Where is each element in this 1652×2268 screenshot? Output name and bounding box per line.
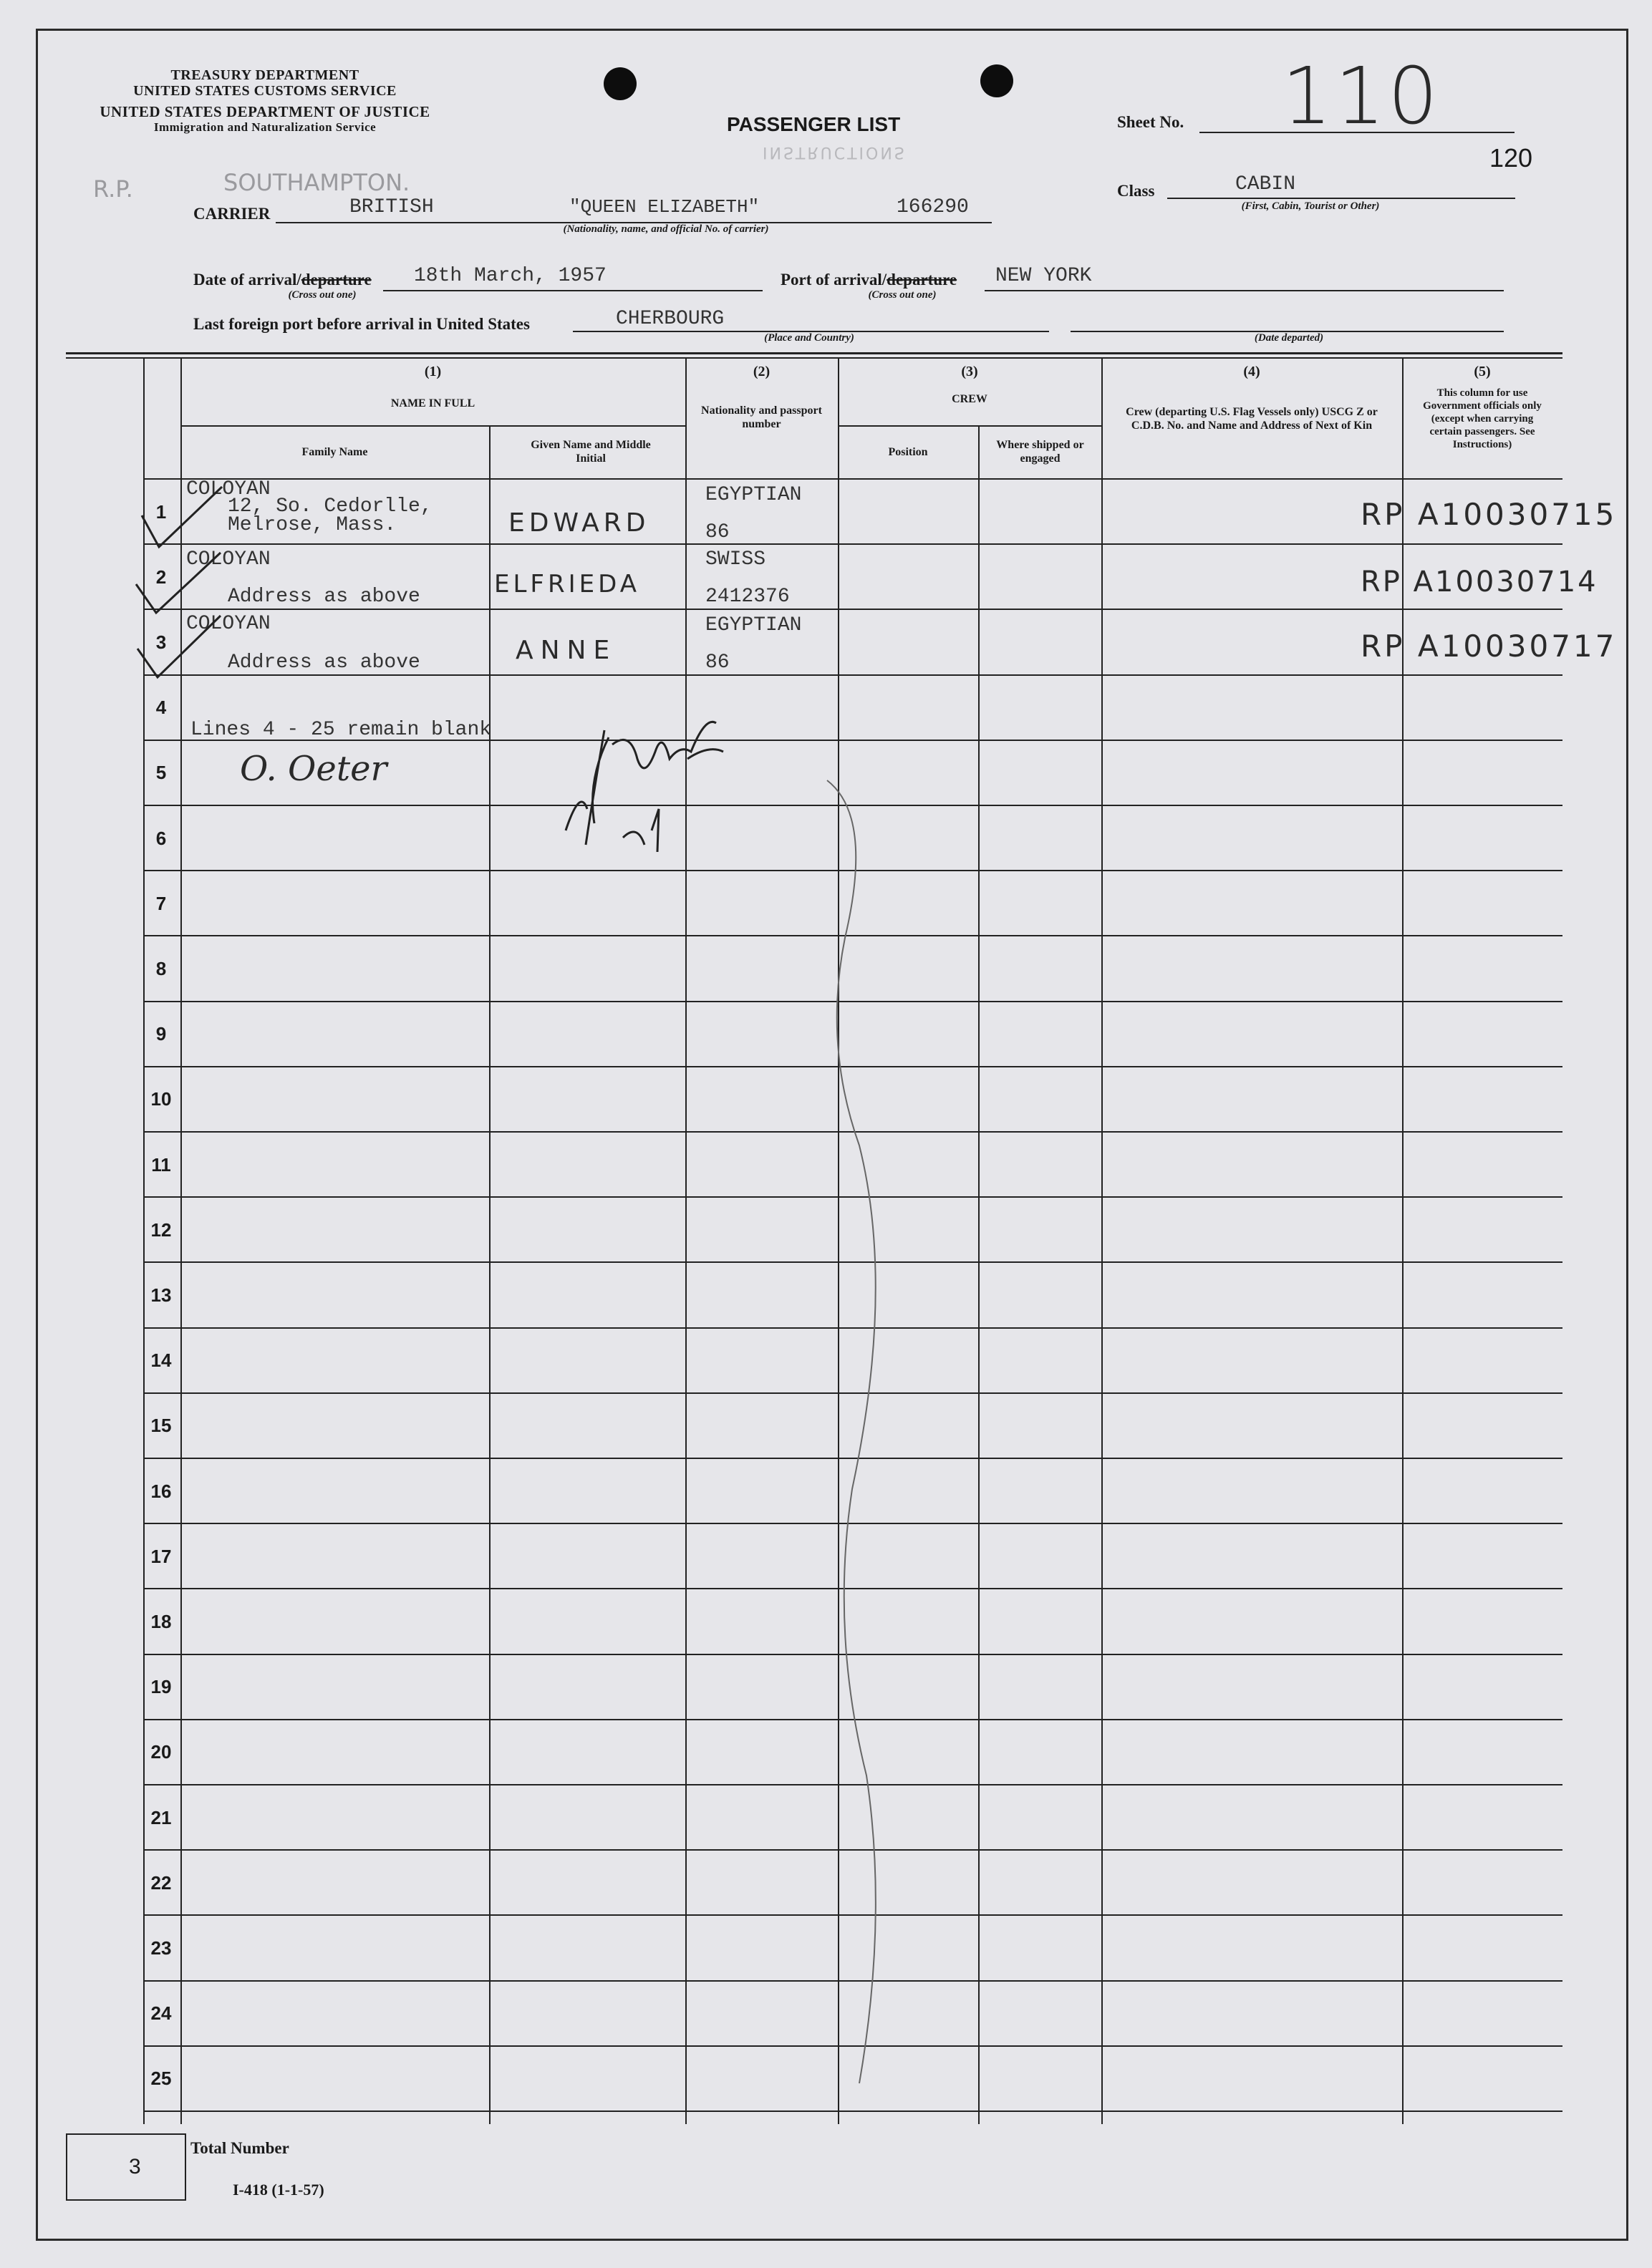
- row3-address: Address as above: [228, 651, 420, 674]
- row-number: 18: [150, 1611, 172, 1632]
- ghost-text: INSTRUCTIONS: [763, 143, 907, 161]
- row3-official: RP A10030717: [1361, 629, 1618, 664]
- row-number: 17: [150, 1546, 172, 1567]
- handwritten-initials: [544, 702, 888, 2169]
- row-number: 2: [155, 566, 167, 588]
- punch-hole-left: [604, 67, 637, 100]
- total-label: Total Number: [190, 2139, 289, 2157]
- row2-address: Address as above: [228, 586, 420, 608]
- total-box: [66, 2133, 186, 2201]
- row-number: 16: [150, 1480, 172, 1502]
- carrier-number: 166290: [897, 196, 969, 218]
- given-name-header: Given Name and Middle Initial: [531, 439, 651, 465]
- row-number: 5: [155, 762, 167, 783]
- row3-family: COLOYAN: [186, 613, 271, 635]
- dept-line-4: Immigration and Naturalization Service: [153, 120, 377, 134]
- row-number: 6: [155, 828, 167, 849]
- arrival-label: Date of arrival/departure: [193, 271, 372, 289]
- where-shipped-header: Where shipped or engaged: [996, 439, 1084, 465]
- col1-number: (1): [424, 364, 442, 379]
- row-number: 7: [155, 893, 167, 914]
- row-number: 25: [150, 2068, 172, 2089]
- form-number: I-418 (1-1-57): [233, 2181, 324, 2199]
- carrier-label: CARRIER: [193, 205, 271, 223]
- signature: O. Oeter: [240, 749, 387, 789]
- col1-title: NAME IN FULL: [390, 397, 475, 410]
- total-value: 3: [129, 2155, 141, 2179]
- row1-family: COLOYAN: [186, 478, 271, 500]
- row-number: 11: [151, 1154, 171, 1176]
- row2-passport: 2412376: [705, 586, 790, 608]
- row-number: 23: [150, 1937, 172, 1959]
- row-number: 21: [150, 1807, 172, 1828]
- carrier-caption: (Nationality, name, and official No. of carrier): [563, 223, 769, 235]
- row1-address-2: Melrose, Mass.: [228, 514, 397, 536]
- date-departed-caption: (Date departed): [1254, 332, 1324, 344]
- row2-given: ELFRIEDA: [494, 570, 640, 598]
- row-number: 24: [150, 2002, 172, 2024]
- class-label: Class: [1117, 182, 1155, 200]
- blank-lines-note: Lines 4 - 25 remain blank: [190, 719, 492, 741]
- row-number: 9: [155, 1023, 167, 1045]
- port-caption: (Cross out one): [868, 289, 937, 301]
- col5-title: This column for use Government officials only (except when carrying certain passengers. See Instructions): [1423, 387, 1542, 450]
- row-number: 10: [150, 1088, 172, 1110]
- port-value: NEW YORK: [995, 265, 1092, 287]
- lastport-label: Last foreign port before arrival in United States: [193, 315, 530, 333]
- row-number: 20: [150, 1741, 172, 1763]
- row-number: 1: [155, 501, 167, 523]
- check-marks: [122, 472, 229, 694]
- sheet-label: Sheet No.: [1117, 113, 1184, 131]
- row-rule: [143, 543, 1562, 545]
- row-number: 19: [150, 1676, 172, 1697]
- dept-line-1: TREASURY DEPARTMENT: [170, 67, 359, 83]
- row-number: 8: [155, 958, 167, 979]
- class-caption: (First, Cabin, Tourist or Other): [1241, 200, 1380, 212]
- row2-nationality: SWISS: [705, 548, 766, 571]
- row-number: 14: [150, 1349, 172, 1371]
- row3-passport: 86: [705, 651, 730, 674]
- row-rule: [143, 674, 1562, 676]
- arrival-date: 18th March, 1957: [414, 265, 607, 287]
- row-number: 3: [155, 631, 167, 653]
- row-number: 4: [155, 697, 167, 718]
- col3-title: CREW: [952, 393, 987, 405]
- family-name-header: Family Name: [301, 446, 368, 458]
- row-number: 12: [150, 1219, 172, 1241]
- col4-number: (4): [1243, 364, 1260, 379]
- col2-title: Nationality and passport number: [701, 404, 822, 430]
- row-number: 22: [150, 1872, 172, 1894]
- carrier-nationality: BRITISH: [349, 196, 434, 218]
- row1-address-1: 12, So. Cedorlle,: [228, 495, 433, 518]
- dept-line-2: UNITED STATES CUSTOMS SERVICE: [133, 83, 397, 99]
- row2-official: RP A10030714: [1361, 566, 1598, 598]
- punch-hole-right: [980, 64, 1013, 97]
- row2-family: COLOYAN: [186, 548, 271, 571]
- row-number: 15: [150, 1415, 172, 1436]
- row3-given: ANNE: [516, 636, 617, 665]
- row1-passport: 86: [705, 521, 730, 543]
- row1-given: EDWARD: [508, 508, 650, 538]
- col3-number: (3): [961, 364, 978, 379]
- sheet-number: 110: [1282, 50, 1441, 142]
- col4-title: Crew (departing U.S. Flag Vessels only) USCG Z or C.D.B. No. and Name and Address of Next of Kin: [1126, 406, 1378, 432]
- lastport-caption: (Place and Country): [764, 332, 854, 344]
- lastport-value: CHERBOURG: [616, 308, 725, 330]
- dept-line-3: UNITED STATES DEPARTMENT OF JUSTICE: [100, 103, 430, 120]
- row1-official: RP A10030715: [1361, 497, 1618, 532]
- class-value: CABIN: [1235, 173, 1296, 195]
- row-rule: [143, 609, 1562, 610]
- port-note: SOUTHAMPTON.: [223, 169, 410, 196]
- row-number: 13: [150, 1284, 172, 1306]
- form-title: PASSENGER LIST: [727, 113, 901, 135]
- carrier-name: "QUEEN ELIZABETH": [569, 196, 760, 218]
- arrival-caption: (Cross out one): [288, 289, 357, 301]
- col5-number: (5): [1474, 364, 1491, 379]
- row1-nationality: EGYPTIAN: [705, 484, 802, 506]
- position-header: Position: [888, 446, 928, 458]
- page-number: 120: [1489, 143, 1533, 173]
- row3-nationality: EGYPTIAN: [705, 614, 802, 636]
- port-label: Port of arrival/departure: [781, 271, 957, 289]
- margin-note: R.P.: [93, 175, 133, 203]
- col2-number: (2): [753, 364, 771, 379]
